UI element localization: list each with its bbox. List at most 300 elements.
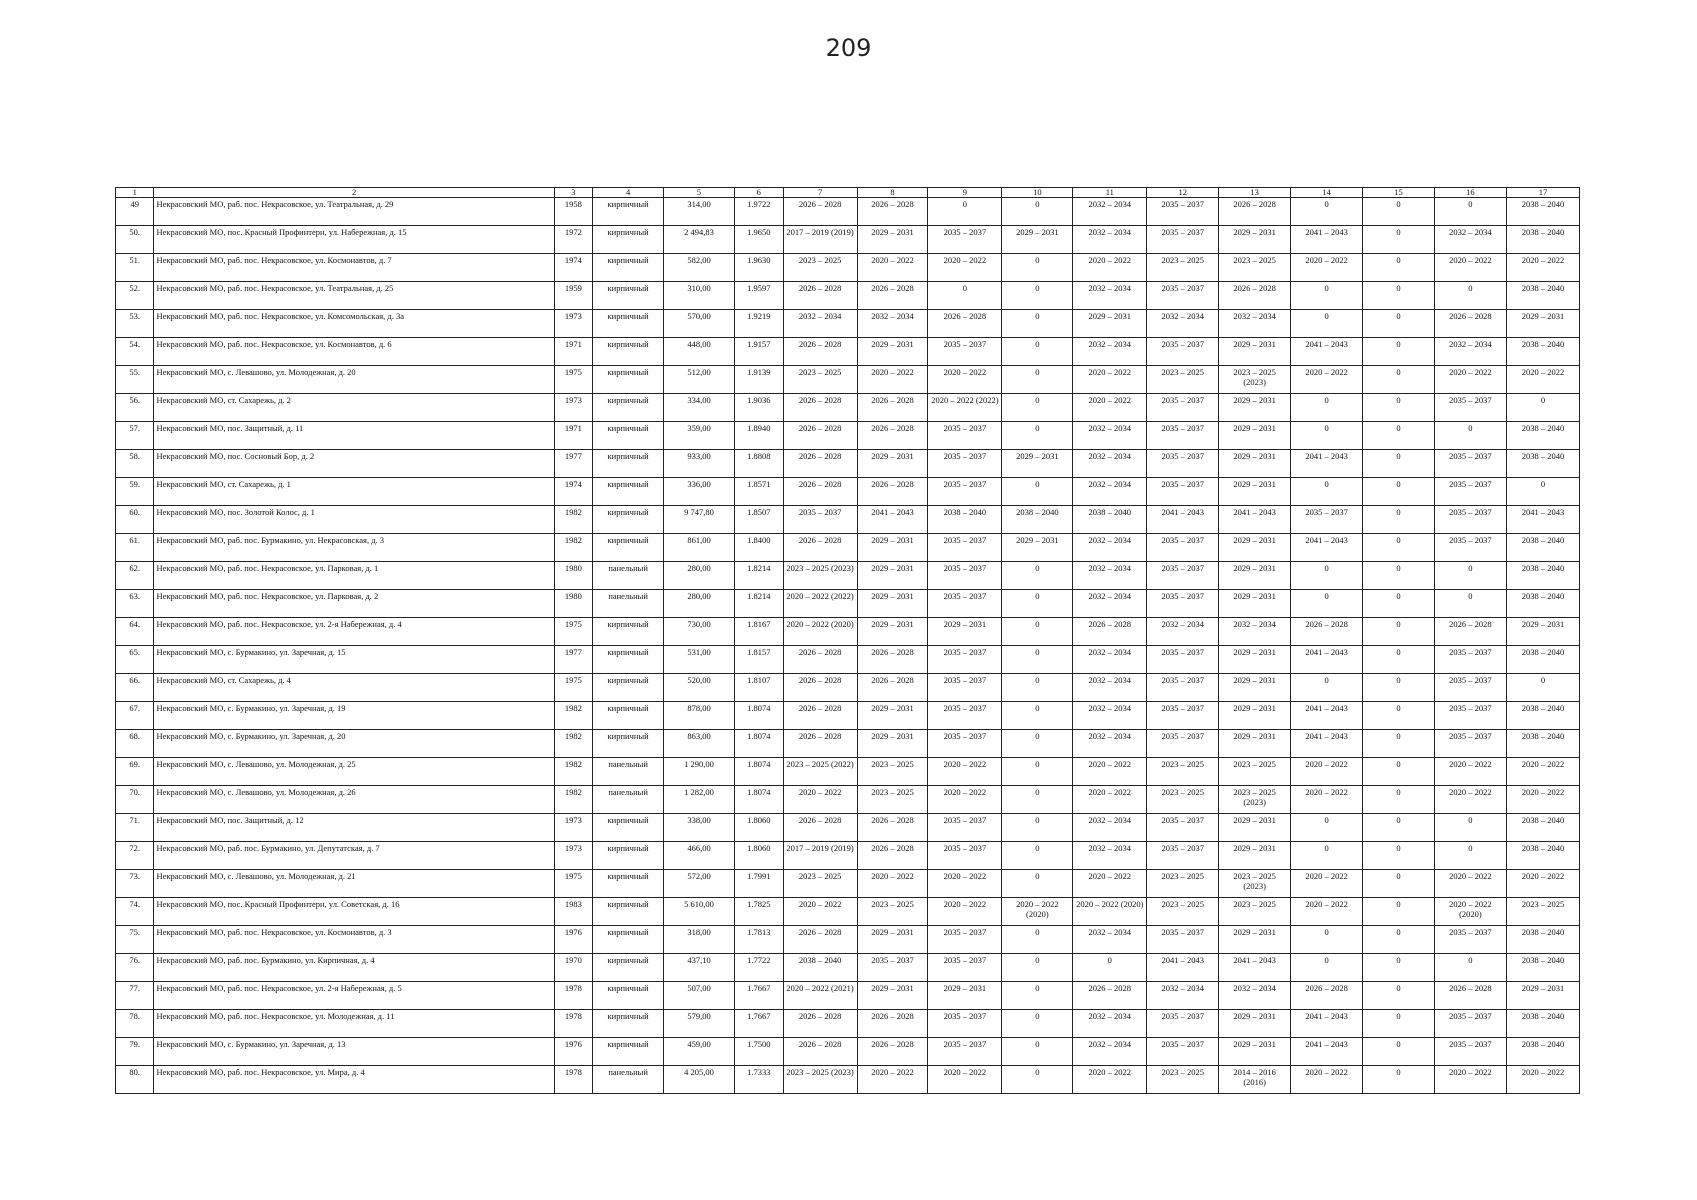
table-cell: 2035 – 2037 bbox=[928, 422, 1002, 450]
table-cell: 0 bbox=[1002, 954, 1073, 982]
table-cell: 2035 – 2037 bbox=[1147, 282, 1219, 310]
table-cell: 0 bbox=[1002, 758, 1073, 786]
table-cell: 2038 – 2040 bbox=[1506, 198, 1579, 226]
table-cell: 0 bbox=[1002, 842, 1073, 870]
table-cell: 0 bbox=[1363, 870, 1435, 898]
table-row bbox=[116, 730, 1580, 758]
table-cell: 1974 bbox=[554, 478, 592, 506]
table-cell: 0 bbox=[1002, 422, 1073, 450]
table-cell: 2029 – 2031 bbox=[1219, 338, 1291, 366]
table-cell: 2029 – 2031 bbox=[1219, 702, 1291, 730]
address-cell: Некрасовский МО, раб. пос. Некрасовское, ул. Парковая, д. 1 bbox=[154, 562, 554, 590]
table-cell: 730,00 bbox=[664, 618, 735, 646]
table-cell: 1.8167 bbox=[734, 618, 783, 646]
table-cell: 1971 bbox=[554, 422, 592, 450]
table-cell: 1.7991 bbox=[734, 870, 783, 898]
table-cell: панельный bbox=[593, 562, 664, 590]
table-row bbox=[116, 338, 1580, 366]
table-cell: 0 bbox=[1002, 618, 1073, 646]
table-cell: кирпичный bbox=[593, 702, 664, 730]
table-cell: 2029 – 2031 bbox=[1219, 478, 1291, 506]
table-cell: 0 bbox=[1363, 1010, 1435, 1038]
table-cell: 1.8107 bbox=[734, 674, 783, 702]
address-cell: Некрасовский МО, с. Бурмакино, ул. Заречная, д. 13 bbox=[154, 1038, 554, 1066]
table-cell: панельный bbox=[593, 758, 664, 786]
table-cell: 1.9139 bbox=[734, 366, 783, 394]
table-cell: 0 bbox=[1291, 842, 1363, 870]
row-number: 68. bbox=[116, 730, 154, 758]
column-number-1: 1 bbox=[116, 188, 154, 198]
table-cell: 2032 – 2034 bbox=[1073, 1010, 1147, 1038]
table-row bbox=[116, 842, 1580, 870]
table-cell: 448,00 bbox=[664, 338, 735, 366]
column-number-5: 5 bbox=[664, 188, 735, 198]
table-cell: 1.7722 bbox=[734, 954, 783, 982]
address-cell: Некрасовский МО, раб. пос. Некрасовское, ул. 2-я Набережная, д. 5 bbox=[154, 982, 554, 1010]
table-cell: 2020 – 2022 bbox=[1291, 758, 1363, 786]
table-cell: 2017 – 2019 (2019) bbox=[783, 842, 857, 870]
table-cell: 459,00 bbox=[664, 1038, 735, 1066]
table-cell: 1.8571 bbox=[734, 478, 783, 506]
row-number: 58. bbox=[116, 450, 154, 478]
table-cell: кирпичный bbox=[593, 394, 664, 422]
table-cell: 2035 – 2037 bbox=[1147, 450, 1219, 478]
table-cell: 2020 – 2022 (2020) bbox=[1073, 898, 1147, 926]
table-cell: 2041 – 2043 bbox=[1219, 506, 1291, 534]
table-cell: 2029 – 2031 bbox=[1506, 310, 1579, 338]
table-cell: 1974 bbox=[554, 254, 592, 282]
table-cell: 1982 bbox=[554, 702, 592, 730]
table-cell: 0 bbox=[1002, 646, 1073, 674]
table-cell: 2020 – 2022 bbox=[857, 1066, 928, 1094]
table-cell: 2035 – 2037 bbox=[928, 338, 1002, 366]
row-number: 51. bbox=[116, 254, 154, 282]
table-cell: 1973 bbox=[554, 394, 592, 422]
address-cell: Некрасовский МО, ст. Сахарежь, д. 2 bbox=[154, 394, 554, 422]
table-cell: 0 bbox=[1506, 478, 1579, 506]
table-cell: 0 bbox=[1002, 1066, 1073, 1094]
table-cell: 2035 – 2037 bbox=[928, 842, 1002, 870]
table-cell: 2029 – 2031 bbox=[857, 562, 928, 590]
table-cell: 2020 – 2022 bbox=[1291, 786, 1363, 814]
table-cell: 2035 – 2037 bbox=[928, 702, 1002, 730]
table-cell: 0 bbox=[1363, 814, 1435, 842]
table-cell: 2026 – 2028 bbox=[1219, 282, 1291, 310]
table-cell: 2032 – 2034 bbox=[1219, 982, 1291, 1010]
table-row bbox=[116, 1066, 1580, 1094]
table-cell: 2020 – 2022 bbox=[1434, 1066, 1506, 1094]
table-cell: 2032 – 2034 bbox=[1073, 814, 1147, 842]
table-cell: 0 bbox=[1002, 338, 1073, 366]
table-cell: 1.8074 bbox=[734, 786, 783, 814]
row-number: 69. bbox=[116, 758, 154, 786]
table-cell: 0 bbox=[928, 198, 1002, 226]
row-number: 52. bbox=[116, 282, 154, 310]
table-cell: 2020 – 2022 bbox=[1073, 366, 1147, 394]
table-cell: 0 bbox=[1291, 814, 1363, 842]
table-cell: 2038 – 2040 bbox=[1506, 282, 1579, 310]
row-number: 61. bbox=[116, 534, 154, 562]
table-cell: 2035 – 2037 bbox=[1434, 1010, 1506, 1038]
table-row bbox=[116, 758, 1580, 786]
table-cell: 1.9219 bbox=[734, 310, 783, 338]
table-cell: 2029 – 2031 bbox=[1219, 562, 1291, 590]
table-cell: 2032 – 2034 bbox=[1073, 338, 1147, 366]
address-cell: Некрасовский МО, раб. пос. Некрасовское, ул. 2-я Набережная, д. 4 bbox=[154, 618, 554, 646]
table-row bbox=[116, 562, 1580, 590]
table-cell: 2032 – 2034 bbox=[1073, 674, 1147, 702]
address-cell: Некрасовский МО, раб. пос. Бурмакино, ул. Некрасовская, д. 3 bbox=[154, 534, 554, 562]
row-number: 78. bbox=[116, 1010, 154, 1038]
table-cell: 1.8940 bbox=[734, 422, 783, 450]
table-cell: 0 bbox=[1002, 786, 1073, 814]
table-row bbox=[116, 254, 1580, 282]
table-cell: 2026 – 2028 bbox=[783, 338, 857, 366]
table-cell: 2032 – 2034 bbox=[1147, 982, 1219, 1010]
table-cell: кирпичный bbox=[593, 1038, 664, 1066]
table-cell: 1973 bbox=[554, 842, 592, 870]
table-cell: 2041 – 2043 bbox=[1291, 1038, 1363, 1066]
table-cell: кирпичный bbox=[593, 338, 664, 366]
table-cell: кирпичный bbox=[593, 954, 664, 982]
table-cell: 1.8060 bbox=[734, 814, 783, 842]
table-cell: 512,00 bbox=[664, 366, 735, 394]
table-row bbox=[116, 506, 1580, 534]
table-cell: 2026 – 2028 bbox=[1434, 618, 1506, 646]
table-cell: 2041 – 2043 bbox=[1291, 702, 1363, 730]
table-cell: 2035 – 2037 bbox=[928, 590, 1002, 618]
table-cell: 579,00 bbox=[664, 1010, 735, 1038]
table-cell: 2035 – 2037 bbox=[928, 814, 1002, 842]
table-cell: 2035 – 2037 bbox=[1147, 1010, 1219, 1038]
table-cell: 2035 – 2037 bbox=[928, 926, 1002, 954]
table-cell: 1.7813 bbox=[734, 926, 783, 954]
table-cell: 2035 – 2037 bbox=[1291, 506, 1363, 534]
row-number: 53. bbox=[116, 310, 154, 338]
table-cell: 2032 – 2034 bbox=[1073, 646, 1147, 674]
table-cell: 2038 – 2040 bbox=[1073, 506, 1147, 534]
table-cell: 2020 – 2022 bbox=[1291, 1066, 1363, 1094]
table-cell: 863,00 bbox=[664, 730, 735, 758]
row-number: 71. bbox=[116, 814, 154, 842]
table-cell: 2038 – 2040 bbox=[1506, 926, 1579, 954]
table-cell: 0 bbox=[1002, 814, 1073, 842]
table-cell: 2035 – 2037 bbox=[1147, 730, 1219, 758]
table-cell: 2026 – 2028 bbox=[1073, 618, 1147, 646]
table-cell: 2032 – 2034 bbox=[1147, 618, 1219, 646]
table-cell: 2026 – 2028 bbox=[1219, 198, 1291, 226]
table-cell: 2035 – 2037 bbox=[1147, 562, 1219, 590]
table-cell: 2035 – 2037 bbox=[783, 506, 857, 534]
table-cell: 2035 – 2037 bbox=[857, 954, 928, 982]
table-cell: 0 bbox=[1434, 842, 1506, 870]
table-cell: 582,00 bbox=[664, 254, 735, 282]
table-cell: 1980 bbox=[554, 590, 592, 618]
table-cell: 2029 – 2031 bbox=[1219, 842, 1291, 870]
table-cell: кирпичный bbox=[593, 646, 664, 674]
table-cell: 1.9630 bbox=[734, 254, 783, 282]
table-cell: 0 bbox=[1002, 870, 1073, 898]
table-cell: 2032 – 2034 bbox=[1073, 450, 1147, 478]
row-number: 59. bbox=[116, 478, 154, 506]
table-cell: панельный bbox=[593, 1066, 664, 1094]
table-cell: 2035 – 2037 bbox=[1147, 338, 1219, 366]
table-cell: 2029 – 2031 bbox=[1219, 926, 1291, 954]
table-cell: 2038 – 2040 bbox=[1506, 1038, 1579, 1066]
table-cell: 2023 – 2025 (2023) bbox=[1219, 870, 1291, 898]
table-cell: 2029 – 2031 bbox=[1506, 982, 1579, 1010]
table-cell: 2029 – 2031 bbox=[1219, 534, 1291, 562]
table-cell: кирпичный bbox=[593, 982, 664, 1010]
table-cell: 2026 – 2028 bbox=[783, 702, 857, 730]
table-cell: 1.9597 bbox=[734, 282, 783, 310]
table-cell: 861,00 bbox=[664, 534, 735, 562]
table-cell: 2032 – 2034 bbox=[1073, 842, 1147, 870]
table-row bbox=[116, 450, 1580, 478]
table-cell: 2035 – 2037 bbox=[1147, 226, 1219, 254]
table-cell: 1977 bbox=[554, 646, 592, 674]
address-cell: Некрасовский МО, раб. пос. Некрасовское, ул. Комсомольская, д. 3а bbox=[154, 310, 554, 338]
table-cell: 5 610,00 bbox=[664, 898, 735, 926]
address-cell: Некрасовский МО, с. Левашово, ул. Молодежная, д. 21 bbox=[154, 870, 554, 898]
table-cell: 2029 – 2031 bbox=[857, 338, 928, 366]
table-row bbox=[116, 814, 1580, 842]
table-cell: 2020 – 2022 bbox=[928, 366, 1002, 394]
table-cell: 2020 – 2022 bbox=[1073, 394, 1147, 422]
table-cell: 1.8214 bbox=[734, 590, 783, 618]
table-cell: 2026 – 2028 bbox=[783, 534, 857, 562]
table-row bbox=[116, 394, 1580, 422]
table-cell: 2035 – 2037 bbox=[1147, 646, 1219, 674]
table-cell: 2023 – 2025 bbox=[783, 254, 857, 282]
table-cell: 2032 – 2034 bbox=[1434, 338, 1506, 366]
table-cell: 2035 – 2037 bbox=[1147, 534, 1219, 562]
table-cell: 0 bbox=[1002, 198, 1073, 226]
table-cell: 0 bbox=[1434, 282, 1506, 310]
table-cell: 2035 – 2037 bbox=[1434, 926, 1506, 954]
table-cell: 2035 – 2037 bbox=[1147, 842, 1219, 870]
table-cell: 2026 – 2028 bbox=[783, 450, 857, 478]
table-cell: 0 bbox=[1002, 282, 1073, 310]
table-cell: 2026 – 2028 bbox=[857, 842, 928, 870]
table-cell: 2026 – 2028 bbox=[857, 422, 928, 450]
table-cell: 0 bbox=[1002, 394, 1073, 422]
table-cell: 1971 bbox=[554, 338, 592, 366]
address-cell: Некрасовский МО, пос. Сосновый Бор, д. 2 bbox=[154, 450, 554, 478]
table-cell: 0 bbox=[1363, 702, 1435, 730]
table-body bbox=[116, 198, 1580, 1094]
table-cell: 2032 – 2034 bbox=[857, 310, 928, 338]
table-cell: 570,00 bbox=[664, 310, 735, 338]
table-cell: 318,00 bbox=[664, 926, 735, 954]
address-cell: Некрасовский МО, раб. пос. Некрасовское, ул. Театральная, д. 29 bbox=[154, 198, 554, 226]
table-cell: 2035 – 2037 bbox=[1434, 674, 1506, 702]
column-number-10: 10 bbox=[1002, 188, 1073, 198]
table-cell: 1 290,00 bbox=[664, 758, 735, 786]
table-cell: 2020 – 2022 bbox=[857, 366, 928, 394]
table-cell: 2029 – 2031 bbox=[1002, 450, 1073, 478]
table-cell: 531,00 bbox=[664, 646, 735, 674]
table-cell: 2014 – 2016 (2016) bbox=[1219, 1066, 1291, 1094]
table-cell: 0 bbox=[1434, 954, 1506, 982]
table-cell: 1.8074 bbox=[734, 702, 783, 730]
table-cell: 2023 – 2025 bbox=[1147, 898, 1219, 926]
table-row bbox=[116, 954, 1580, 982]
table-cell: 0 bbox=[1002, 982, 1073, 1010]
table-cell: 2038 – 2040 bbox=[928, 506, 1002, 534]
table-cell: 2023 – 2025 bbox=[1219, 758, 1291, 786]
table-cell: 2020 – 2022 bbox=[1506, 758, 1579, 786]
address-cell: Некрасовский МО, пос. Защитный, д. 12 bbox=[154, 814, 554, 842]
table-cell: 2029 – 2031 bbox=[1219, 450, 1291, 478]
table-cell: 314,00 bbox=[664, 198, 735, 226]
table-cell: 1972 bbox=[554, 226, 592, 254]
table-cell: 2026 – 2028 bbox=[1434, 310, 1506, 338]
table-cell: 2020 – 2022 bbox=[1291, 898, 1363, 926]
table-cell: 2023 – 2025 (2023) bbox=[783, 562, 857, 590]
table-cell: 0 bbox=[1363, 758, 1435, 786]
table-cell: 0 bbox=[1363, 898, 1435, 926]
address-cell: Некрасовский МО, с. Бурмакино, ул. Заречная, д. 15 bbox=[154, 646, 554, 674]
table-cell: 2020 – 2022 bbox=[1506, 366, 1579, 394]
table-cell: 933,00 bbox=[664, 450, 735, 478]
table-cell: 1973 bbox=[554, 310, 592, 338]
table-cell: 2026 – 2028 bbox=[1434, 982, 1506, 1010]
table-cell: 2029 – 2031 bbox=[857, 450, 928, 478]
column-number-12: 12 bbox=[1147, 188, 1219, 198]
table-cell: 2020 – 2022 (2020) bbox=[783, 618, 857, 646]
table-cell: 2035 – 2037 bbox=[928, 954, 1002, 982]
table-cell: 2023 – 2025 (2023) bbox=[783, 1066, 857, 1094]
table-cell: 2035 – 2037 bbox=[1147, 198, 1219, 226]
table-cell: 2035 – 2037 bbox=[928, 478, 1002, 506]
column-number-6: 6 bbox=[734, 188, 783, 198]
table-cell: 0 bbox=[1291, 674, 1363, 702]
table-cell: 310,00 bbox=[664, 282, 735, 310]
table-cell: 1975 bbox=[554, 870, 592, 898]
table-row bbox=[116, 310, 1580, 338]
row-number: 77. bbox=[116, 982, 154, 1010]
column-number-header bbox=[116, 188, 1580, 198]
table-cell: 2029 – 2031 bbox=[1219, 1038, 1291, 1066]
table-cell: 2029 – 2031 bbox=[857, 702, 928, 730]
table-cell: 1982 bbox=[554, 534, 592, 562]
table-cell: 2032 – 2034 bbox=[1073, 422, 1147, 450]
table-cell: 1.8400 bbox=[734, 534, 783, 562]
table-cell: 0 bbox=[1073, 954, 1147, 982]
row-number: 57. bbox=[116, 422, 154, 450]
table-cell: 2020 – 2022 bbox=[1434, 254, 1506, 282]
table-cell: 2023 – 2025 bbox=[1147, 758, 1219, 786]
table-cell: 2035 – 2037 bbox=[928, 450, 1002, 478]
table-cell: 2023 – 2025 bbox=[1219, 898, 1291, 926]
table-cell: 2041 – 2043 bbox=[1147, 954, 1219, 982]
row-number: 72. bbox=[116, 842, 154, 870]
table-cell: 2035 – 2037 bbox=[1147, 394, 1219, 422]
table-cell: кирпичный bbox=[593, 898, 664, 926]
table-row bbox=[116, 282, 1580, 310]
table-cell: 1.9157 bbox=[734, 338, 783, 366]
table-row bbox=[116, 1038, 1580, 1066]
address-cell: Некрасовский МО, пос. Красный Профинтерн, ул. Советская, д. 16 bbox=[154, 898, 554, 926]
table-cell: 2038 – 2040 bbox=[1506, 954, 1579, 982]
table-cell: 2041 – 2043 bbox=[1291, 338, 1363, 366]
table-cell: 2020 – 2022 bbox=[1291, 254, 1363, 282]
table-cell: 2020 – 2022 bbox=[1506, 254, 1579, 282]
table-cell: 2041 – 2043 bbox=[1291, 534, 1363, 562]
table-cell: 2029 – 2031 bbox=[857, 618, 928, 646]
table-cell: 2017 – 2019 (2019) bbox=[783, 226, 857, 254]
table-cell: 2032 – 2034 bbox=[783, 310, 857, 338]
row-number: 55. bbox=[116, 366, 154, 394]
address-cell: Некрасовский МО, с. Левашово, ул. Молодежная, д. 26 bbox=[154, 786, 554, 814]
column-number-16: 16 bbox=[1434, 188, 1506, 198]
table-cell: 2035 – 2037 bbox=[928, 534, 1002, 562]
table-cell: 1976 bbox=[554, 926, 592, 954]
table-cell: 2038 – 2040 bbox=[1506, 842, 1579, 870]
table-cell: 0 bbox=[1434, 422, 1506, 450]
table-cell: 0 bbox=[1002, 926, 1073, 954]
table-cell: кирпичный bbox=[593, 450, 664, 478]
table-cell: 2035 – 2037 bbox=[1434, 730, 1506, 758]
table-cell: 2026 – 2028 bbox=[857, 646, 928, 674]
table-cell: 0 bbox=[1291, 282, 1363, 310]
table-row bbox=[116, 646, 1580, 674]
table-cell: 2038 – 2040 bbox=[1506, 730, 1579, 758]
table-cell: 1.8060 bbox=[734, 842, 783, 870]
table-cell: 2029 – 2031 bbox=[1219, 590, 1291, 618]
table-cell: 572,00 bbox=[664, 870, 735, 898]
address-cell: Некрасовский МО, раб. пос. Некрасовское, ул. Театральная, д. 25 bbox=[154, 282, 554, 310]
table-cell: 2020 – 2022 (2021) bbox=[783, 982, 857, 1010]
table-cell: 2041 – 2043 bbox=[857, 506, 928, 534]
table-cell: 2029 – 2031 bbox=[857, 926, 928, 954]
page-number: 209 bbox=[825, 34, 872, 62]
table-cell: 2026 – 2028 bbox=[783, 394, 857, 422]
table-cell: 359,00 bbox=[664, 422, 735, 450]
row-number: 64. bbox=[116, 618, 154, 646]
table-cell: 1.7825 bbox=[734, 898, 783, 926]
table-row bbox=[116, 926, 1580, 954]
table-cell: 0 bbox=[1002, 310, 1073, 338]
table-cell: 2029 – 2031 bbox=[857, 226, 928, 254]
table-cell: 2038 – 2040 bbox=[1506, 646, 1579, 674]
table-row bbox=[116, 422, 1580, 450]
table-cell: 2041 – 2043 bbox=[1219, 954, 1291, 982]
table-cell: 2035 – 2037 bbox=[1147, 422, 1219, 450]
table-cell: 0 bbox=[1363, 310, 1435, 338]
table-cell: 9 747,80 bbox=[664, 506, 735, 534]
table-cell: 2026 – 2028 bbox=[783, 926, 857, 954]
row-number: 67. bbox=[116, 702, 154, 730]
table-cell: 2026 – 2028 bbox=[783, 478, 857, 506]
table-cell: 2035 – 2037 bbox=[928, 674, 1002, 702]
table-cell: 1977 bbox=[554, 450, 592, 478]
table-cell: 2035 – 2037 bbox=[1434, 394, 1506, 422]
address-cell: Некрасовский МО, раб. пос. Бурмакино, ул. Депутатская, д. 7 bbox=[154, 842, 554, 870]
table-cell: 1982 bbox=[554, 758, 592, 786]
table-cell: 2020 – 2022 bbox=[783, 786, 857, 814]
table-cell: 2023 – 2025 bbox=[1147, 1066, 1219, 1094]
table-cell: 2026 – 2028 bbox=[857, 814, 928, 842]
table-cell: 1.8214 bbox=[734, 562, 783, 590]
address-cell: Некрасовский МО, раб. пос. Некрасовское, ул. Космонавтов, д. 3 bbox=[154, 926, 554, 954]
table-cell: 1982 bbox=[554, 730, 592, 758]
table-cell: 0 bbox=[1002, 1010, 1073, 1038]
table-cell: 0 bbox=[1002, 590, 1073, 618]
table-cell: 0 bbox=[1363, 338, 1435, 366]
table-cell: 2038 – 2040 bbox=[1506, 814, 1579, 842]
